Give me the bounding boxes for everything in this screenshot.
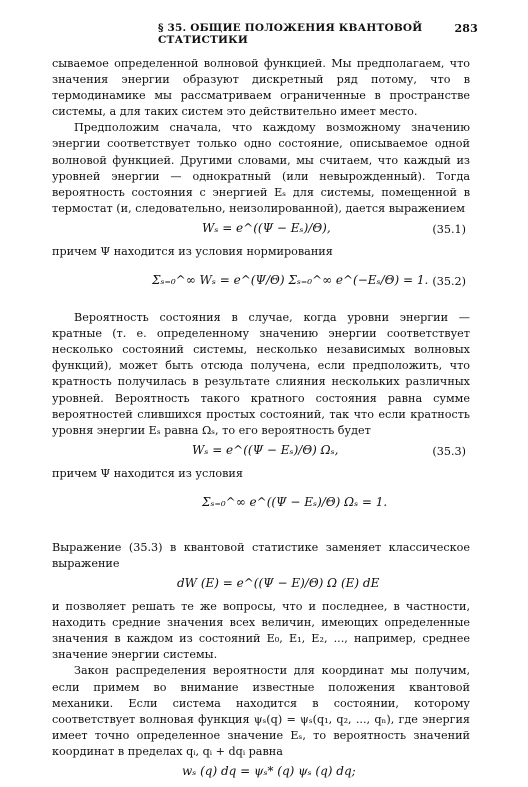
section-title: § 35. ОБЩИЕ ПОЛОЖЕНИЯ КВАНТОВОЙ СТАТИСТИКИ xyxy=(158,22,423,46)
page-number: 283 xyxy=(454,22,478,35)
paragraph-2: Предположим сначала, что каждому возможному значению энергии соответствует только одно состояние, описываемое одной волновой функцией. Другими словами, мы считаем, что каждый из уровней энергии — однократный (или невырожденный). Тогда вероятность состояния с энергией Eₛ для системы, помещенной в термостат (и, следовательно, неизолированной), дается выражением xyxy=(52,121,470,215)
paragraph-6: Выражение (35.3) в квантовой статистике заменяет классическое выражение xyxy=(52,540,470,570)
running-header xyxy=(40,22,488,46)
page-body xyxy=(52,56,470,787)
equation-normalization-multiplicity xyxy=(52,486,470,526)
equation-formula: Σₛ₌₀^∞ Wₛ = e^(Ψ/Θ) Σₛ₌₀^∞ e^(−Eₛ/Θ) = 1. xyxy=(152,273,429,288)
equation-number: (35.3) xyxy=(432,444,466,458)
equation-formula: Wₛ = e^((Ψ − Eₛ)/Θ), xyxy=(202,220,331,235)
equation-coordinate-probability xyxy=(52,762,470,784)
equation-35-1 xyxy=(52,219,470,241)
equation-formula: Wₛ = e^((Ψ − Eₛ)/Θ) Ωₛ, xyxy=(192,442,339,457)
paragraph-3: причем Ψ находится из условия нормирования xyxy=(52,244,333,258)
equation-classical xyxy=(52,574,470,596)
equation-35-3 xyxy=(52,441,470,463)
paragraph-1: сываемое определенной волновой функцией. Мы предполагаем, что значения энергии образуют дискретный ряд потому, что в термодинамике мы рассматриваем ограниченные в пространстве системы, а для таких систем это действительно имеет место. xyxy=(52,57,470,119)
equation-formula: dW (E) = e^((Ψ − E)/Θ) Ω (E) dE xyxy=(177,576,380,591)
equation-formula: Σₛ₌₀^∞ e^((Ψ − Eₛ)/Θ) Ωₛ = 1. xyxy=(202,494,388,509)
paragraph-7: и позволяет решать те же вопросы, что и последнее, в частности, находить средние значения всех величин, имеющих определенные значения в каждом из состояний E₀, E₁, E₂, ..., например, среднее значение энергии системы. xyxy=(52,600,470,662)
equation-number: (35.1) xyxy=(432,222,466,236)
spacer xyxy=(52,532,470,540)
equation-number: (35.2) xyxy=(432,275,466,289)
equation-35-2 xyxy=(52,264,470,304)
equation-formula: wₛ (q) dq = ψₛ* (q) ψₛ (q) dq; xyxy=(182,764,356,778)
paragraph-8: Закон распределения вероятности для координат мы получим, если примем во внимание известные положения квантовой механики. Если система находится в состоянии, которому соответствует волновая функция ψₛ(q) = ψₛ(q₁, q₂, ..., qₙ), где энергия имеет точно определенное значение Eₛ, то вероятность значений координат в пределах qᵢ, qᵢ + dqᵢ равна xyxy=(52,664,470,758)
paragraph-4: Вероятность состояния в случае, когда уровни энергии — кратные (т. е. определенному значению энергии соответствует несколько состояний системы, несколько независимых волновых функций), может быть отсюда получена, если предположить, что кратность получилась в результате слияния нескольких различных уровней. Вероятность такого кратного состояния равна сумме вероятностей слившихся простых состояний, так что если кратность уровня энергии Eₛ равна Ωₛ, то его вероятность будет xyxy=(52,311,470,437)
paragraph-5: причем Ψ находится из условия xyxy=(52,466,243,480)
